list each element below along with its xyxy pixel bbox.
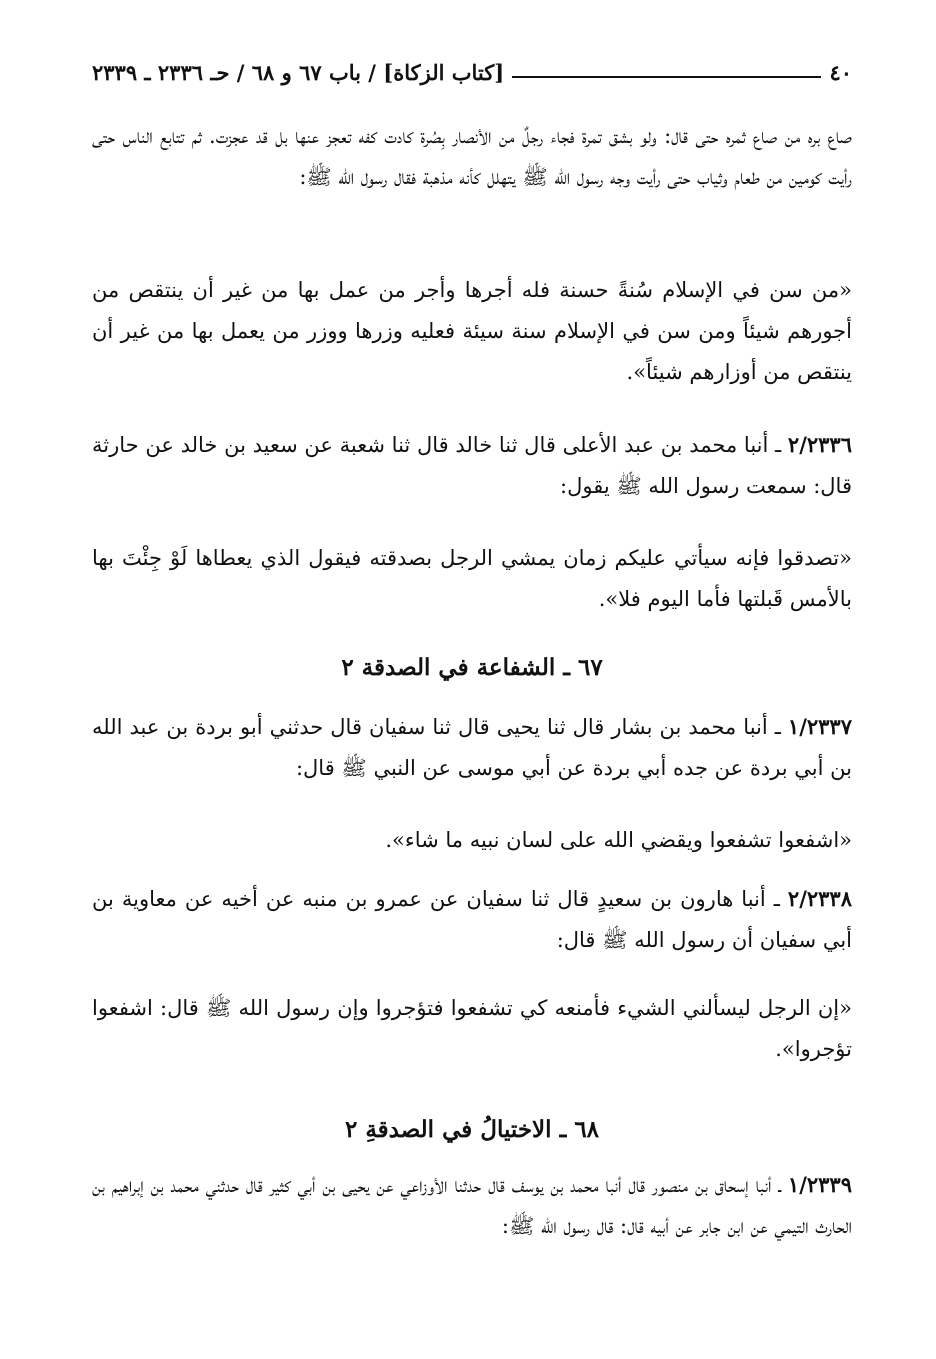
hadith-isnad: ـ أنبا هارون بن سعيدٍ قال ثنا سفيان عن عمرو بن منبه عن أخيه عن معاوية بن أبي سفيان أن رسول الله ﷺ قال: — [92, 887, 852, 952]
chapter-heading-68: ٦٨ ـ الاختيالُ في الصدقةِ ٢ — [344, 1116, 600, 1143]
hadith-number: ٢/٢٣٣٨ — [787, 886, 852, 911]
hadith-quote — [92, 270, 852, 393]
paragraph-text — [92, 1164, 852, 1247]
hadith-number: ١/٢٣٣٧ — [787, 714, 852, 739]
hadith-isnad: ـ أنبا محمد بن عبد الأعلى قال ثنا خالد قال ثنا شعبة عن سعيد بن خالد عن حارثة قال: سمعت رسول الله ﷺ يقول: — [92, 433, 852, 498]
header-rule — [512, 76, 821, 78]
chapter-heading-67: ٦٧ ـ الشفاعة في الصدقة ٢ — [341, 654, 603, 681]
paragraph-text: صاع بره من صاع ثمره حتى قال: ولو بشق تمرة فجاء رجلٌ من الأنصار بِصُرة كادت كفه تعجز عنها بل قد عجزت. ثم تتابع الناس حتى رأيت كومين من طعام وثياب حتى رأيت وجه رسول الله ﷺ يتهلل كأنه مذهبة فقال رسول الله ﷺ: — [92, 124, 852, 189]
hadith-2338 — [92, 878, 852, 961]
paragraph-text — [92, 424, 852, 507]
hadith-number: ١/٢٣٣٩ — [787, 1172, 852, 1197]
paragraph-continuation — [92, 116, 852, 198]
hadith-quote — [92, 538, 852, 620]
paragraph-text: «إن الرجل ليسألني الشيء فأمنعه كي تشفعوا فتؤجروا وإن رسول الله ﷺ قال: اشفعوا تؤجروا». — [92, 996, 852, 1061]
hadith-number: ٢/٢٣٣٦ — [787, 432, 852, 457]
page-header — [92, 52, 852, 92]
paragraph-text: «تصدقوا فإنه سيأتي عليكم زمان يمشي الرجل بصدقته فيقول الذي يعطاها لَوْ جِئْتَ بها بالأمس قَبلتها فأما اليوم فلا». — [92, 546, 852, 611]
hadith-isnad: ـ أنبا إسحاق بن منصور قال أنبا محمد بن يوسف قال حدثنا الأوزاعي عن يحيى بن أبي كثير قال حدثني محمد بن إبراهيم بن الحارث التيمي عن ابن جابر عن أبيه قال: قال رسول الله ﷺ: — [92, 1173, 852, 1238]
page-number: ٤٠ — [829, 59, 852, 85]
paragraph-text: «من سن في الإسلام سُنةً حسنة فله أجرها وأجر من عمل بها من غير أن ينتقص من أجورهم شيئاً ومن سن في الإسلام سنة سيئة فعليه وزرها ووزر من يعمل بها من غير أن ينتقص من أوزارهم شيئاً». — [92, 278, 852, 384]
hadith-2336 — [92, 424, 852, 507]
page — [92, 52, 852, 1342]
hadith-2337 — [92, 706, 852, 789]
hadith-isnad: ـ أنبا محمد بن بشار قال ثنا يحيى قال ثنا سفيان قال حدثني أبو بردة بن عبد الله بن أبي بردة عن جده أبي بردة عن أبي موسى عن النبي ﷺ قال: — [92, 715, 852, 780]
hadith-2339 — [92, 1164, 852, 1247]
paragraph-text — [92, 878, 852, 961]
hadith-quote — [92, 820, 852, 861]
running-title: [كتاب الزكاة] / باب ٦٧ و ٦٨ / حـ ٢٣٣٦ ـ ٢٣٣٩ — [92, 59, 505, 85]
hadith-quote — [92, 988, 852, 1070]
paragraph-text: «اشفعوا تشفعوا ويقضي الله على لسان نبيه ما شاء». — [385, 828, 852, 852]
paragraph-text — [92, 706, 852, 789]
